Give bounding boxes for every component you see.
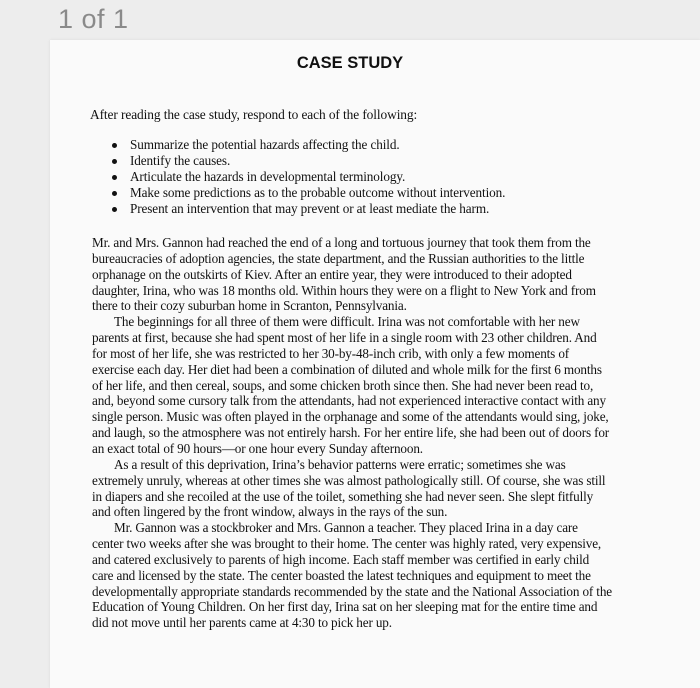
instructions-list <box>112 137 505 217</box>
instruction-item: Articulate the hazards in developmental terminology. <box>112 169 505 185</box>
page-counter: 1 of 1 <box>58 4 129 34</box>
paragraph: Mr. Gannon was a stockbroker and Mrs. Gannon a teacher. They placed Irina in a day care center two weeks after she was brought to their home. The center was highly rated, very expensive, and catered exclusively to parents of high income. Each staff member was certified in early child care and licensed by the state. The center boasted the latest techniques and equipment to meet the developmentally appropriate standards recommended by the state and the National Association of the Education of Young Children. On her first day, Irina sat on her sleeping mat for the entire time and did not move until her parents came at 4:30 to pick her up. <box>92 520 612 631</box>
instruction-item: Identify the causes. <box>112 153 505 169</box>
paragraph: Mr. and Mrs. Gannon had reached the end of a long and tortuous journey that took them from the bureaucracies of adoption agencies, the state department, and the Russian authorities to the little orphanage on the outskirts of Kiev. After an entire year, they were introduced to their adopted daughter, Irina, who was 18 months old. Within hours they were on a flight to New York and from there to their cozy suburban home in Scranton, Pennsylvania. <box>92 235 596 314</box>
document-title: CASE STUDY <box>296 54 404 72</box>
instruction-item: Summarize the potential hazards affecting the child. <box>112 137 505 153</box>
paragraph: The beginnings for all three of them were difficult. Irina was not comfortable with her new parents at first, because she had spent most of her life in a single room with 23 other children. And for most of her life, she was restricted to her 30-by-48-inch crib, with only a few moments of exercise each day. Her diet had been a combination of diluted and whole milk for the first 6 months of her life, and then cereal, soups, and some chicken broth since then. She had never been read to, and, beyond some cursory talk from the attendants, had not experienced interactive contact with any single person. Music was often played in the orphanage and some of the attendants would sing, joke, and laugh, so the atmosphere was not entirely harsh. For her entire life, she had been out of doors for an exact total of 90 hours—or one hour every Sunday afternoon. <box>92 314 610 456</box>
instruction-item: Present an intervention that may prevent or at least mediate the harm. <box>112 201 505 217</box>
instructions-intro: After reading the case study, respond to each of the following: <box>90 107 418 122</box>
paragraph: As a result of this deprivation, Irina’s behavior patterns were erratic; sometimes she was extremely unruly, whereas at other times she was almost pathologically still. Of course, she was still in diapers and she recoiled at the use of the toilet, something she had never seen. She slept fitfully and often lingered by the front window, always in the rays of the sun. <box>92 456 606 520</box>
case-study-body <box>92 235 612 631</box>
instruction-item: Make some predictions as to the probable outcome without intervention. <box>112 185 505 201</box>
